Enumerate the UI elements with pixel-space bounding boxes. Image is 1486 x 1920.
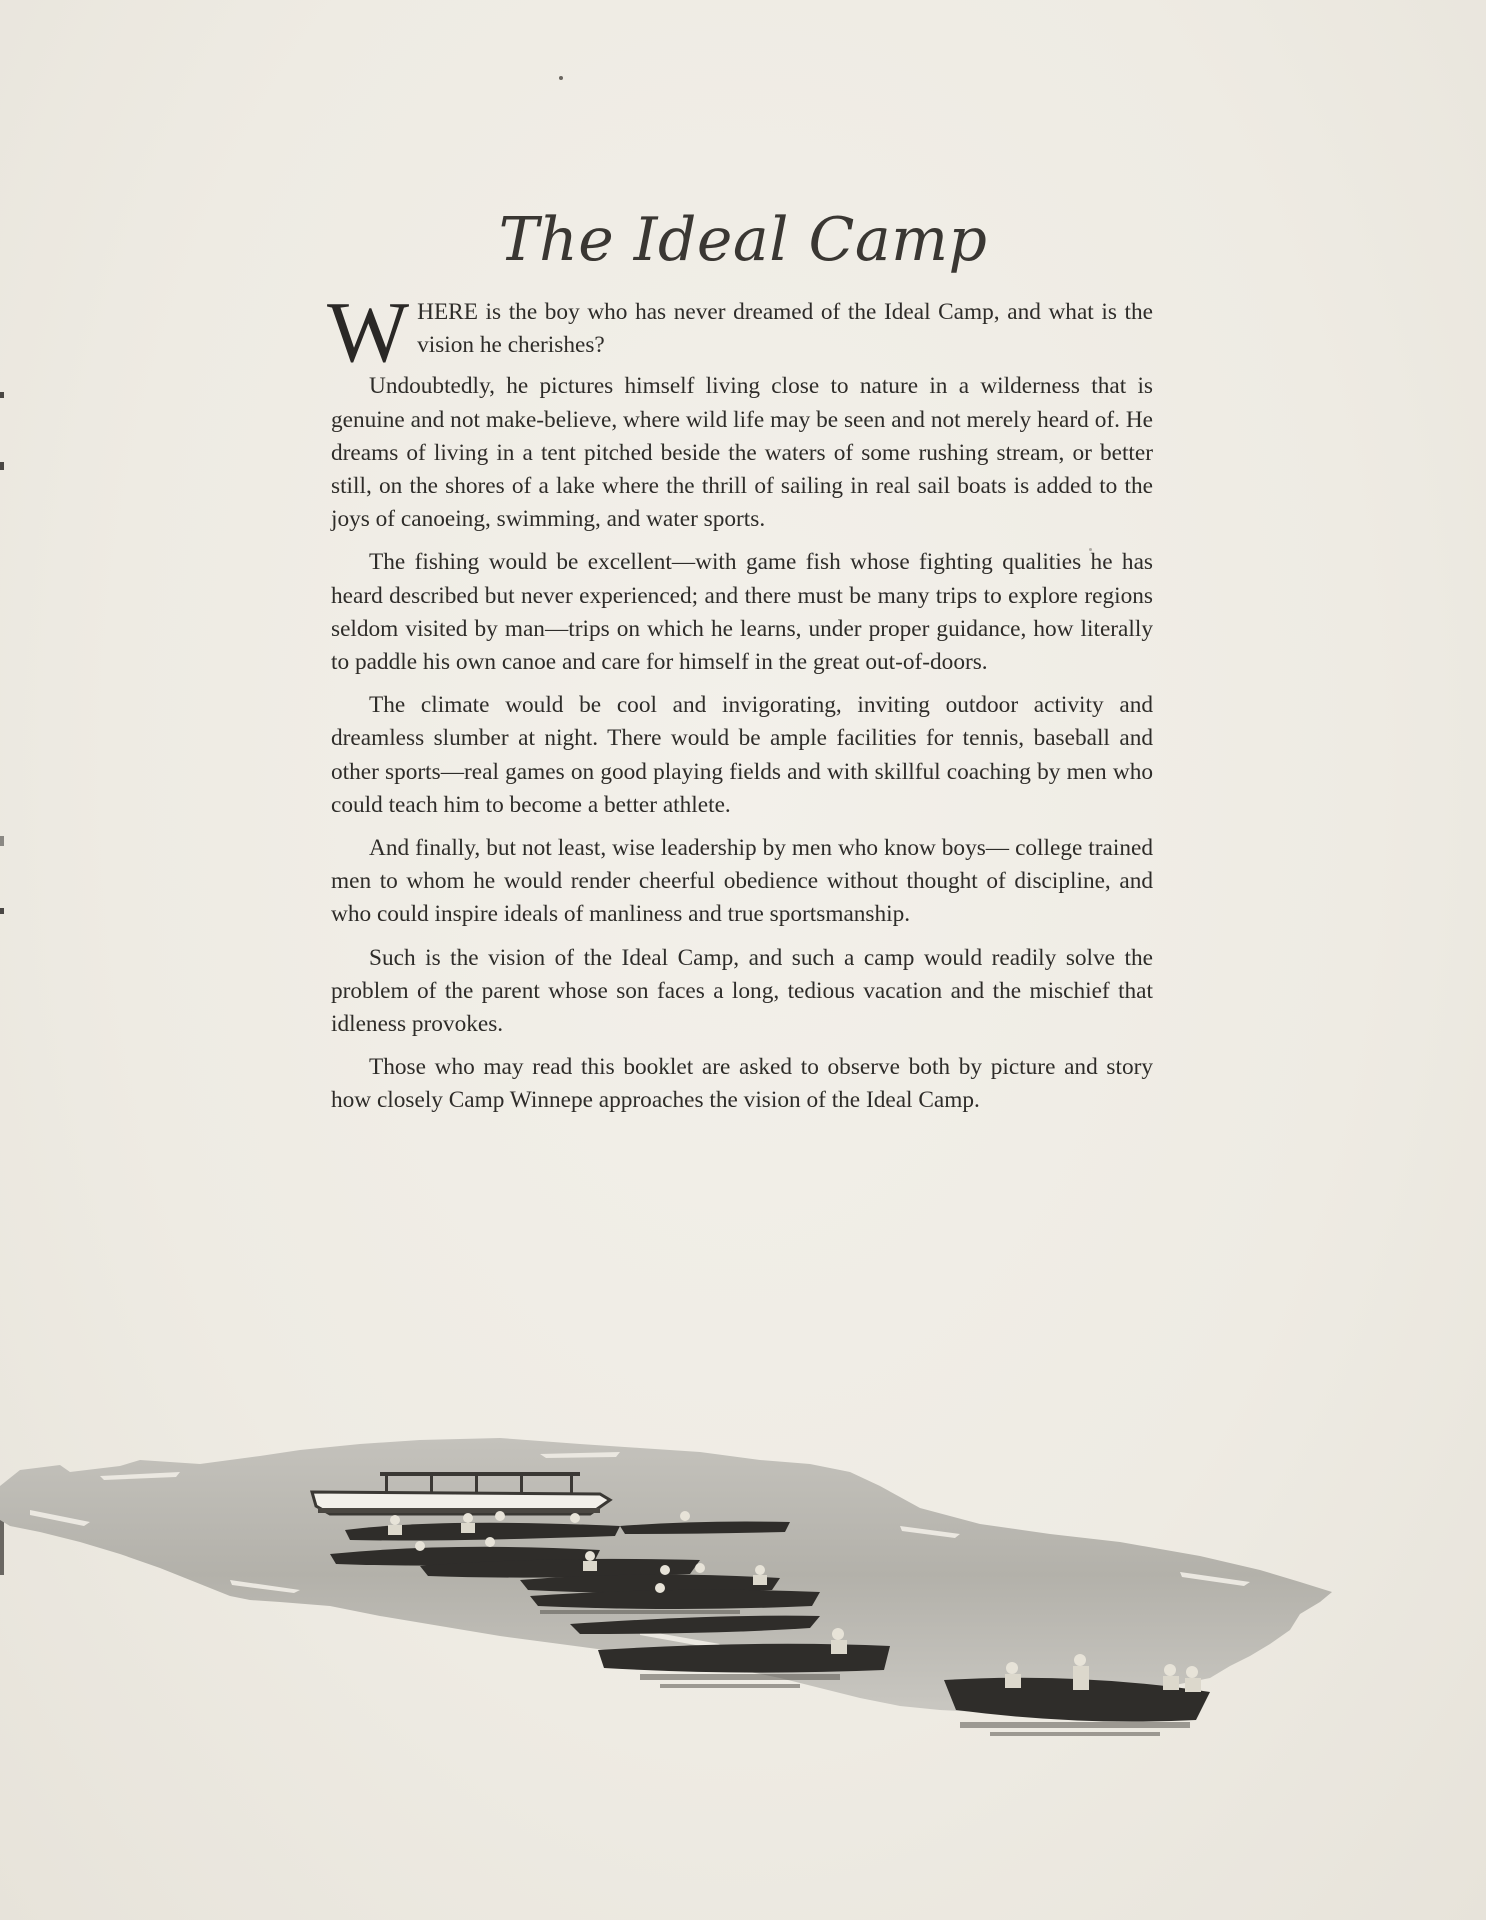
page-edge-mark: [0, 392, 4, 398]
page-edge-mark: [0, 462, 4, 470]
canoes-photo-illustration: [0, 1430, 1486, 1790]
article-paragraph: [327, 283, 1153, 380]
article-paragraph: Such is the vision of the Ideal Camp, and such a camp would readily solve the problem of the parent whose son faces a long, tedious vacation and the mischief that idleness provokes.: [331, 944, 1153, 1038]
drop-cap: W: [327, 283, 410, 380]
article-paragraph: The fishing would be excellent—with game fish whose fighting qualities he has heard described but never experienced; and there must be many trips to explore regions seldom visited by man—trips on which he learns, under proper guidance, how literally to paddle his own canoe and care for himself in the great out-of-doors.: [331, 549, 1153, 676]
article-paragraph: The climate would be cool and invigorating, inviting outdoor activity and dreamless slumber at night. There would be ample facilities for tennis, baseball and other sports—real games on good playing fields and with skillful coaching by men who could teach him to become a better athlete.: [331, 692, 1153, 818]
article-paragraph: And finally, but not least, wise leadership by men who know boys— college trained men to whom he would render cheerful obedience without thought of discipline, and who could inspire ideals of manliness and true sportsmanship.: [331, 835, 1153, 928]
page-edge-mark: [0, 836, 4, 846]
paragraph-text: HERE is the boy who has never dreamed of the Ideal Camp, and what is the vision he cherishes?: [417, 299, 1153, 359]
article-paragraph: Undoubtedly, he pictures himself living close to nature in a wilderness that is genuine and not make-believe, where wild life may be seen and not merely heard of. He dreams of living in a tent pitched beside the waters of some rushing stream, or better still, on the shores of a lake where the thrill of sailing in real sail boats is added to the joys of canoeing, swimming, and water sports.: [331, 373, 1153, 533]
canoes-photo: [0, 1430, 1486, 1790]
article-body: [327, 283, 1153, 1128]
page-title: The Ideal Camp: [498, 205, 988, 275]
page-edge-mark: [0, 908, 4, 914]
dust-speck: [559, 76, 563, 80]
article-paragraph: Those who may read this booklet are asked to observe both by picture and story how closely Camp Winnepe approaches the vision of the Ideal Camp.: [331, 1054, 1153, 1114]
